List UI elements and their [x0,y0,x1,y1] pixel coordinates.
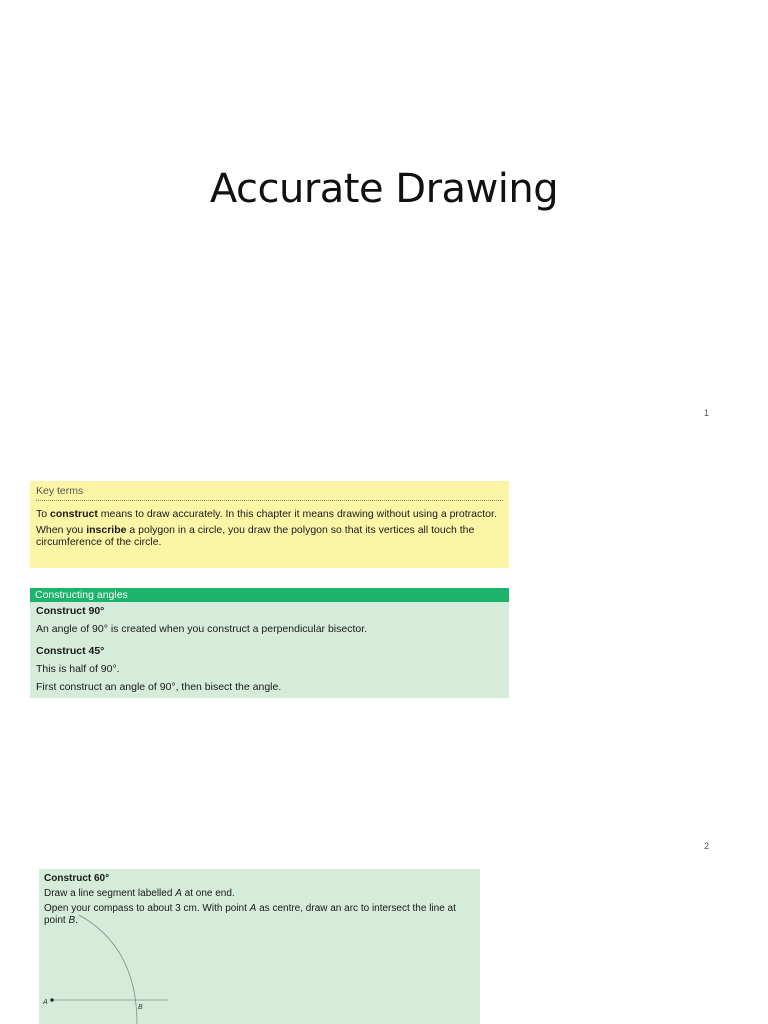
compass-arc [79,915,137,1024]
constructing-angles-body [30,602,509,693]
label-b: B [138,1004,143,1011]
construct-60-heading: Construct 60° [44,873,110,884]
constructing-angles-box [30,588,509,698]
text: as centre, draw an arc to intersect the line at point [44,903,456,926]
point-label: A [175,888,182,899]
text: When you [36,524,87,536]
text: a polygon in a circle, you draw the polygon so that its vertices all touch the circumference of the circle. [36,524,475,548]
page-number: 1 [703,408,709,418]
construct-45-text-2: First construct an angle of 90°, then bisect the angle. [36,681,282,693]
text: Draw a line segment labelled [44,888,176,899]
construct-60-step-2 [44,903,475,927]
construct-45-text-1: This is half of 90°. [36,663,120,675]
key-terms-heading: Key terms [36,485,503,501]
construct-90-text: An angle of 90° is created when you construct a perpendicular bisector. [36,623,368,635]
term-inscribe: inscribe [86,524,127,536]
text: at one end. [181,888,235,899]
construct-60-box [39,869,480,1024]
page-number: 2 [703,841,709,851]
inscribe-definition [36,524,503,548]
point-a [50,998,54,1002]
slide-title: Accurate Drawing [209,166,559,212]
constructing-angles-header: Constructing angles [30,588,509,602]
construct-90-heading: Construct 90° [36,605,105,617]
construct-60-body [39,869,480,927]
construct-definition [36,508,503,520]
point-label: A [249,903,257,914]
term-construct: construct [50,508,98,520]
text: means to draw accurately. In this chapter it means drawing without using a protractor. [97,508,497,520]
point-label: B [68,915,76,926]
text: To [36,508,51,520]
text: . [75,915,78,926]
construct-60-step-1 [44,888,475,900]
construct-45-heading: Construct 45° [36,645,105,657]
key-terms-box [30,481,509,568]
text: Open your compass to about 3 cm. With point [44,903,250,914]
label-a: A [43,999,48,1006]
